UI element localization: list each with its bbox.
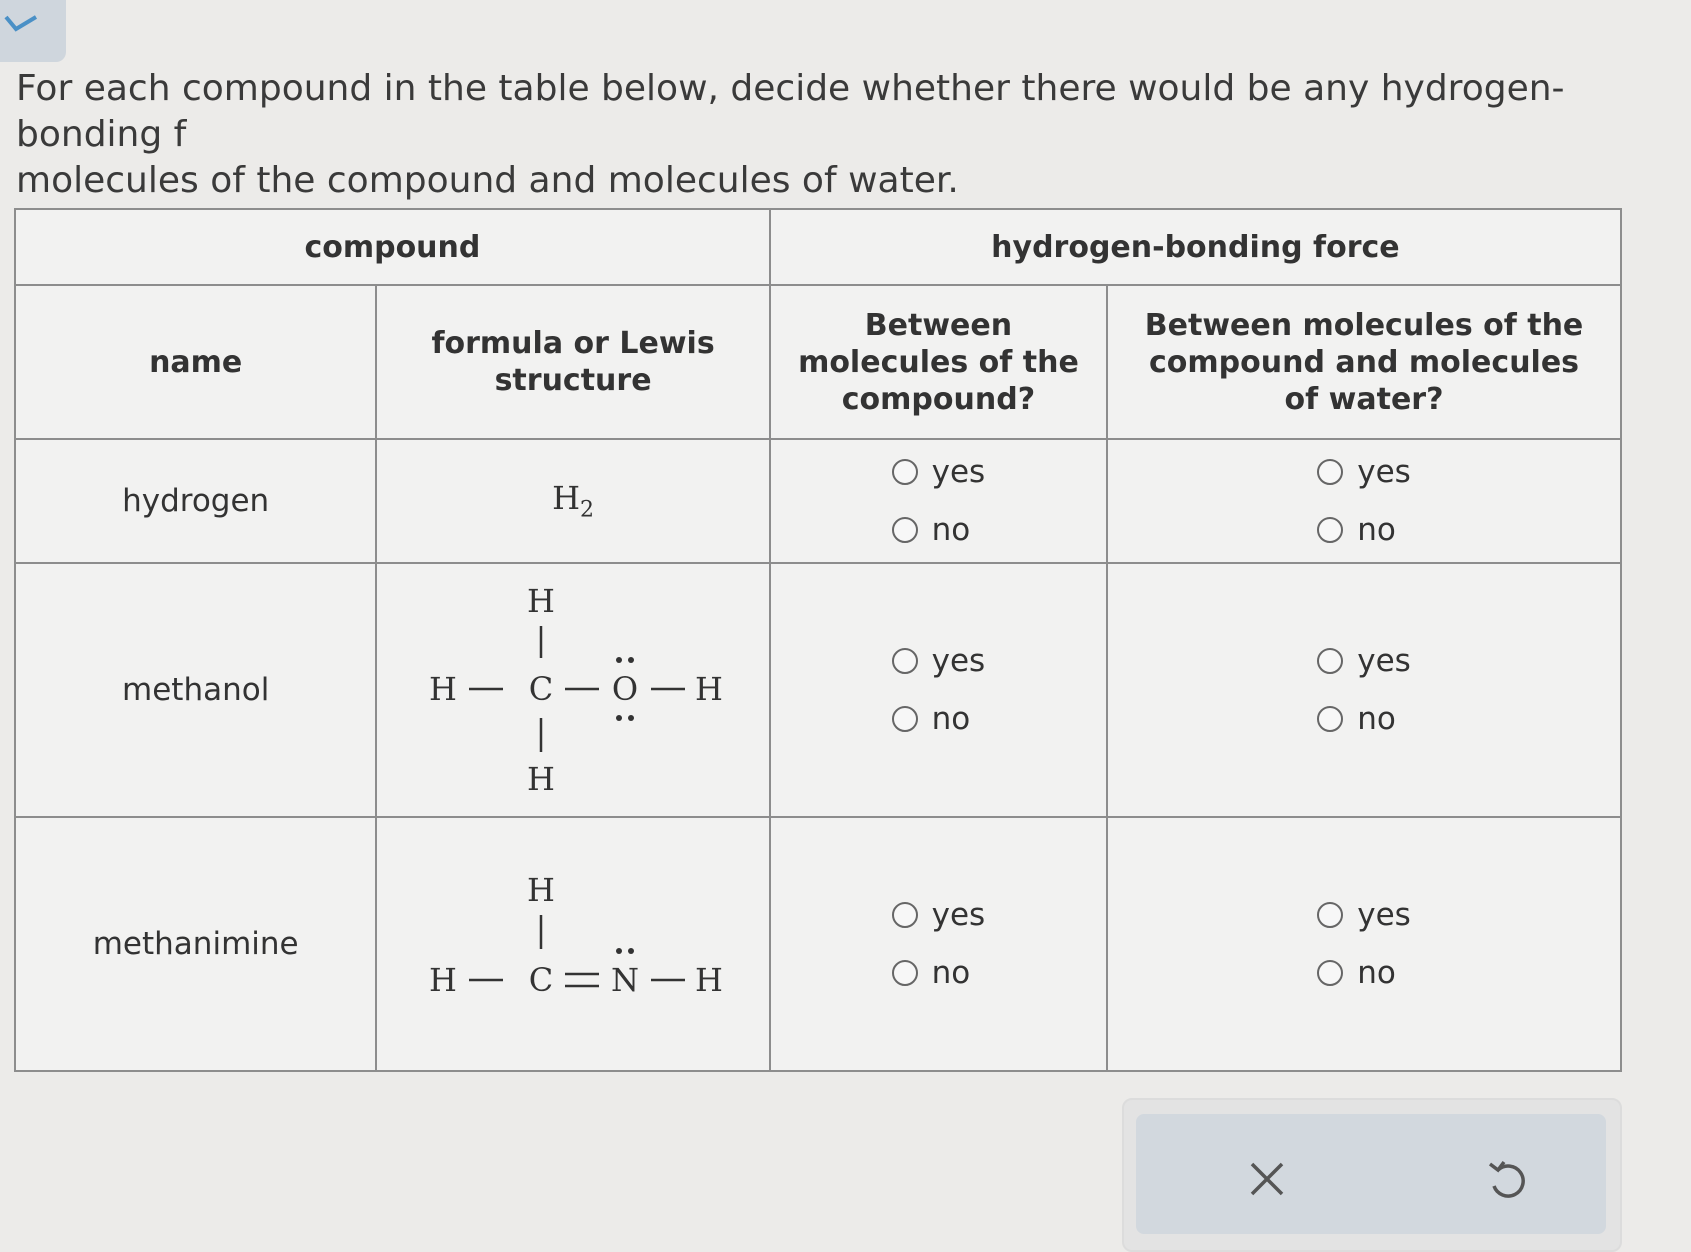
between-water-column-header-label: Between molecules of the compound and molecules of water? <box>1144 307 1584 417</box>
radio-label: no <box>1357 955 1396 991</box>
h2-subscript: 2 <box>580 497 595 523</box>
lewis-atom: H <box>527 760 556 798</box>
compound-name: methanimine <box>15 817 376 1071</box>
lone-pair-dot <box>616 948 622 954</box>
formula-cell <box>376 817 769 1071</box>
radio-group-compound <box>892 643 986 737</box>
compound-group-header: compound <box>15 209 770 285</box>
radio-label: no <box>931 701 971 737</box>
radio-circle[interactable] <box>892 517 918 543</box>
table-row <box>15 817 1621 1071</box>
radio-circle[interactable] <box>1317 648 1343 674</box>
formula-cell <box>376 439 769 563</box>
compound-name: hydrogen <box>15 439 376 563</box>
lone-pair-dot <box>628 715 634 721</box>
radio-circle[interactable] <box>1317 902 1343 928</box>
radio-no[interactable] <box>892 701 971 737</box>
methanimine-lewis-structure <box>413 867 733 1017</box>
compound-name: methanol <box>15 563 376 817</box>
question-text: For each compound in the table below, decide whether there would be any hydrogen-bonding f molecules of the compound and molecules of water. <box>16 68 1565 201</box>
lewis-atom: H <box>695 670 724 708</box>
action-bar <box>1136 1114 1606 1234</box>
radio-label: yes <box>1357 897 1411 933</box>
lewis-atom: N <box>611 961 640 999</box>
clear-button[interactable] <box>1242 1154 1292 1204</box>
lewis-atom: H <box>527 582 556 620</box>
chevron-down-icon <box>4 14 40 36</box>
h2-base: H <box>552 479 581 518</box>
x-icon <box>1242 1154 1292 1204</box>
radio-group-water <box>1317 454 1411 548</box>
radio-cell <box>1107 563 1621 817</box>
radio-circle[interactable] <box>1317 517 1343 543</box>
radio-circle[interactable] <box>1317 960 1343 986</box>
radio-label: no <box>931 512 971 548</box>
radio-no[interactable] <box>1317 512 1396 548</box>
lone-pair-dot <box>616 657 622 663</box>
collapse-tab[interactable] <box>0 0 66 62</box>
radio-label: yes <box>1357 643 1411 679</box>
lewis-atom: H <box>429 961 458 999</box>
radio-cell <box>770 439 1107 563</box>
lone-pair-dot <box>628 948 634 954</box>
radio-group-water <box>1317 643 1411 737</box>
radio-yes[interactable] <box>892 897 986 933</box>
radio-yes[interactable] <box>892 643 986 679</box>
radio-yes[interactable] <box>1317 454 1411 490</box>
lewis-atom: C <box>528 961 554 999</box>
between-compound-column-header-label: Between molecules of the compound? <box>798 307 1079 417</box>
lone-pair-dot <box>616 715 622 721</box>
radio-label: yes <box>931 897 986 933</box>
radio-circle[interactable] <box>1317 706 1343 732</box>
radio-label: yes <box>1357 454 1411 490</box>
methanol-lewis-structure <box>413 578 733 798</box>
radio-circle[interactable] <box>892 648 918 674</box>
radio-circle[interactable] <box>892 960 918 986</box>
radio-cell <box>770 817 1107 1071</box>
radio-group-compound <box>892 454 986 548</box>
lewis-atom: H <box>695 961 724 999</box>
formula-cell <box>376 563 769 817</box>
formula-column-header <box>376 285 769 439</box>
radio-group-compound <box>892 897 986 991</box>
formula-column-header-label: formula or Lewis structure <box>431 326 715 398</box>
radio-yes[interactable] <box>1317 643 1411 679</box>
radio-no[interactable] <box>892 955 971 991</box>
between-compound-column-header <box>770 285 1107 439</box>
between-water-column-header <box>1107 285 1621 439</box>
name-column-header: name <box>15 285 376 439</box>
action-panel <box>1122 1098 1622 1252</box>
radio-yes[interactable] <box>892 454 986 490</box>
table-row <box>15 439 1621 563</box>
radio-cell <box>1107 439 1621 563</box>
radio-circle[interactable] <box>1317 459 1343 485</box>
radio-no[interactable] <box>1317 955 1396 991</box>
lewis-atom: H <box>429 670 458 708</box>
h2-formula <box>552 479 595 523</box>
table-row <box>15 563 1621 817</box>
undo-icon <box>1482 1156 1532 1206</box>
radio-no[interactable] <box>892 512 971 548</box>
radio-circle[interactable] <box>892 706 918 732</box>
radio-cell <box>770 563 1107 817</box>
compound-table <box>14 208 1622 1066</box>
undo-button[interactable] <box>1482 1156 1532 1206</box>
radio-circle[interactable] <box>892 902 918 928</box>
lewis-atom: C <box>528 670 554 708</box>
radio-group-water <box>1317 897 1411 991</box>
radio-label: yes <box>931 454 986 490</box>
hbond-group-header: hydrogen-bonding force <box>770 209 1621 285</box>
radio-label: no <box>931 955 971 991</box>
radio-label: yes <box>931 643 986 679</box>
radio-no[interactable] <box>1317 701 1396 737</box>
lewis-atom: H <box>527 871 556 909</box>
lone-pair-dot <box>628 657 634 663</box>
radio-yes[interactable] <box>1317 897 1411 933</box>
radio-circle[interactable] <box>892 459 918 485</box>
radio-label: no <box>1357 512 1396 548</box>
radio-label: no <box>1357 701 1396 737</box>
radio-cell <box>1107 817 1621 1071</box>
lewis-atom: O <box>611 670 639 708</box>
